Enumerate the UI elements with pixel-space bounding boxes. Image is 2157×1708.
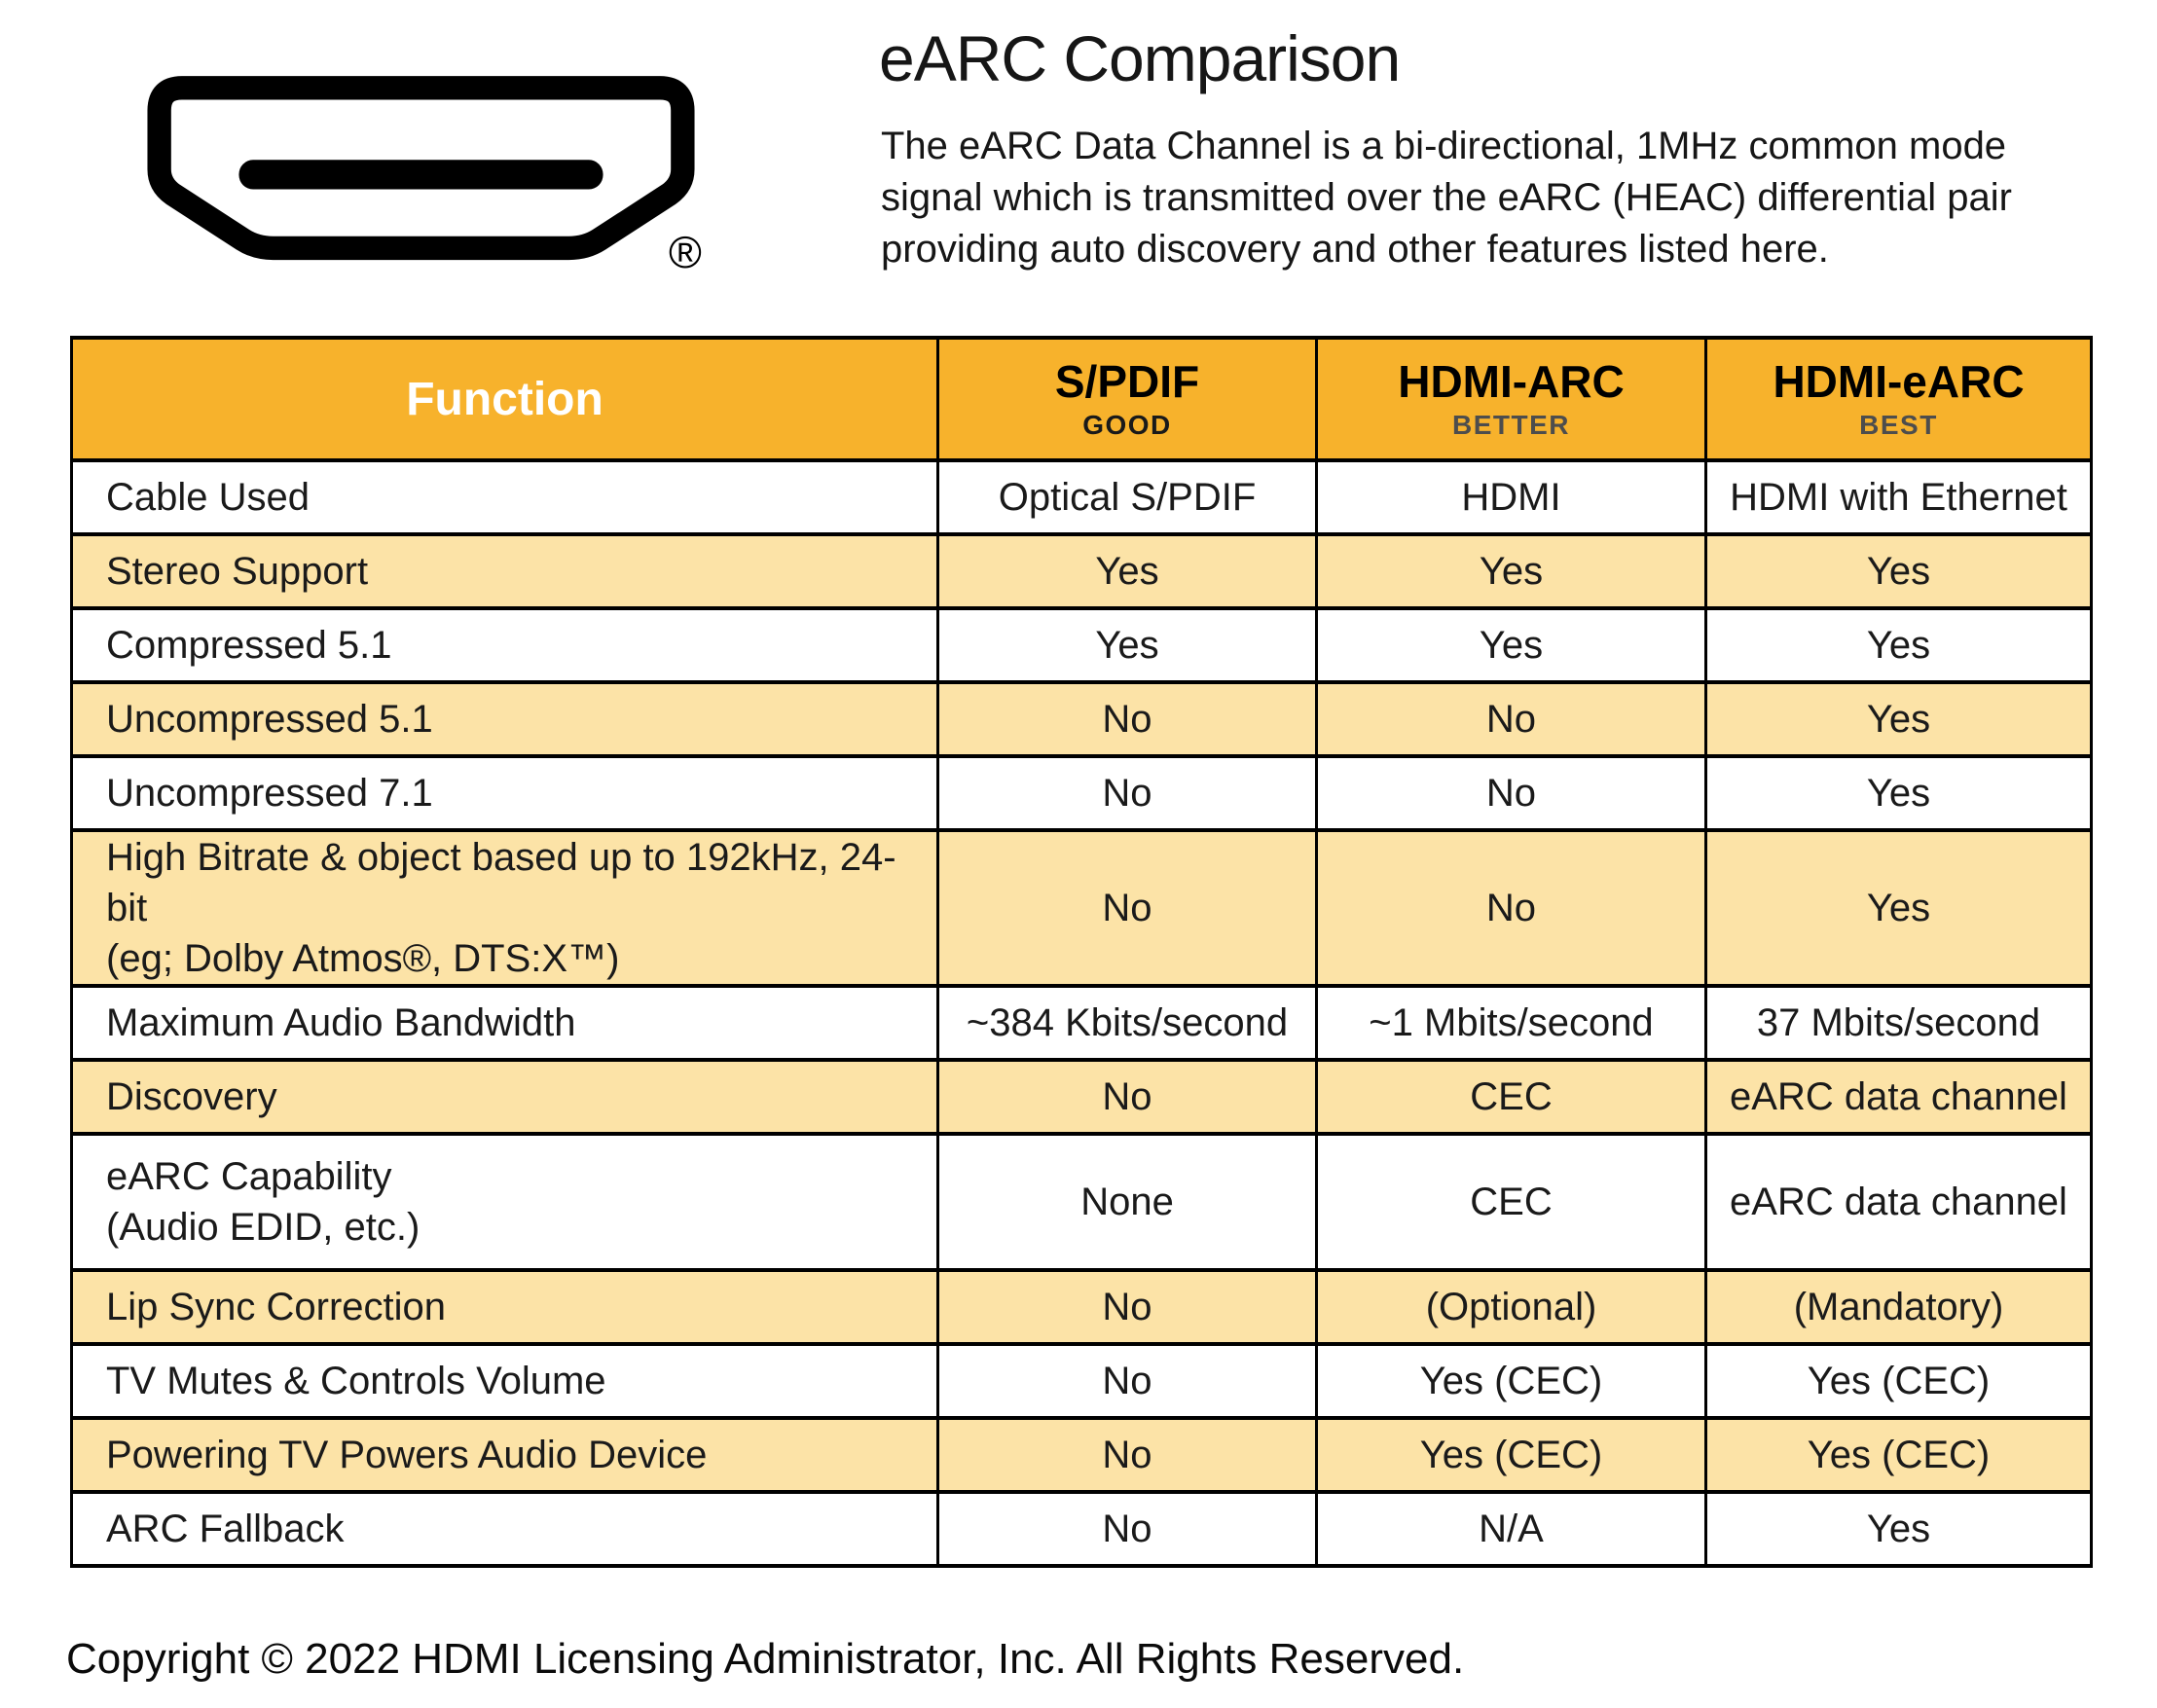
function-cell — [72, 1060, 938, 1134]
spdif-cell: No — [938, 682, 1317, 756]
table-row — [72, 682, 2092, 756]
table-row — [72, 1134, 2092, 1270]
function-cell — [72, 1270, 938, 1344]
registered-trademark-symbol: ® — [669, 227, 702, 277]
function-label: Compressed 5.1 — [106, 624, 392, 667]
table-row — [72, 830, 2092, 986]
hdmi-arc-cell: HDMI — [1317, 460, 1706, 534]
hdmi-earc-cell: eARC data channel — [1706, 1060, 2092, 1134]
spdif-cell: ~384 Kbits/second — [938, 986, 1317, 1060]
col-header-spdif — [938, 338, 1317, 460]
function-cell — [72, 830, 938, 986]
table-row — [72, 986, 2092, 1060]
function-label: Uncompressed 5.1 — [106, 698, 433, 741]
hdmi-earc-cell: Yes — [1706, 608, 2092, 682]
function-cell — [72, 1134, 938, 1270]
description-line: providing auto discovery and other features listed here. — [881, 228, 1829, 271]
function-cell — [72, 1418, 938, 1492]
hdmi-arc-cell: Yes (CEC) — [1317, 1344, 1706, 1418]
hdmi-arc-cell: (Optional) — [1317, 1270, 1706, 1344]
function-label: Maximum Audio Bandwidth — [106, 1001, 576, 1044]
hdmi-arc-cell: N/A — [1317, 1492, 1706, 1566]
function-cell — [72, 1344, 938, 1418]
function-header-label: Function — [406, 373, 603, 425]
hdmi-arc-cell: Yes — [1317, 534, 1706, 608]
hdmi-earc-cell: HDMI with Ethernet — [1706, 460, 2092, 534]
function-label: ARC Fallback — [106, 1508, 345, 1550]
table-row — [72, 756, 2092, 830]
description-line: The eARC Data Channel is a bi-directional, 1MHz common mode — [881, 125, 2007, 167]
hdmi-arc-cell: Yes (CEC) — [1317, 1418, 1706, 1492]
hdmi-connector-icon — [146, 76, 696, 267]
hdmi-arc-cell: CEC — [1317, 1134, 1706, 1270]
hdmi-earc-cell: 37 Mbits/second — [1706, 986, 2092, 1060]
function-label: High Bitrate & object based up to 192kHz, 24-bit — [106, 836, 896, 929]
col-header-hdmi-arc — [1317, 338, 1706, 460]
table-row — [72, 1418, 2092, 1492]
function-cell — [72, 682, 938, 756]
table-row — [72, 1060, 2092, 1134]
table-row — [72, 1492, 2092, 1566]
function-label: Uncompressed 7.1 — [106, 772, 433, 815]
spdif-cell: No — [938, 1492, 1317, 1566]
hdmi-arc-cell: CEC — [1317, 1060, 1706, 1134]
hdmi-arc-cell: No — [1317, 682, 1706, 756]
table-row — [72, 460, 2092, 534]
hdmi-earc-cell: Yes — [1706, 682, 2092, 756]
function-label: Lip Sync Correction — [106, 1286, 447, 1328]
function-label: TV Mutes & Controls Volume — [106, 1360, 606, 1402]
hdmi-arc-cell: ~1 Mbits/second — [1317, 986, 1706, 1060]
hdmi-arc-cell: Yes — [1317, 608, 1706, 682]
hdmi-earc-cell: Yes — [1706, 1492, 2092, 1566]
spdif-cell: None — [938, 1134, 1317, 1270]
spdif-cell: Yes — [938, 534, 1317, 608]
function-cell — [72, 460, 938, 534]
tier-label-best: BEST — [1859, 410, 1938, 440]
table-row — [72, 608, 2092, 682]
function-label: Powering TV Powers Audio Device — [106, 1434, 708, 1476]
spdif-cell: No — [938, 1344, 1317, 1418]
earc-comparison-table — [70, 336, 2093, 1568]
spdif-cell: No — [938, 756, 1317, 830]
function-label-line2: (eg; Dolby Atmos®, DTS:X™) — [106, 937, 620, 980]
hdmi-arc-cell: No — [1317, 830, 1706, 986]
function-cell — [72, 608, 938, 682]
function-cell — [72, 1492, 938, 1566]
hdmi-arc-header-label: HDMI-ARC — [1398, 356, 1625, 407]
function-label: Stereo Support — [106, 550, 369, 593]
table-header-row — [72, 338, 2092, 460]
spdif-cell: No — [938, 1270, 1317, 1344]
spdif-cell: No — [938, 1060, 1317, 1134]
function-cell — [72, 534, 938, 608]
hdmi-earc-cell: Yes (CEC) — [1706, 1418, 2092, 1492]
hdmi-earc-cell: Yes (CEC) — [1706, 1344, 2092, 1418]
spdif-cell: No — [938, 830, 1317, 986]
function-label: eARC Capability — [106, 1155, 392, 1198]
function-cell — [72, 986, 938, 1060]
function-cell — [72, 756, 938, 830]
hdmi-earc-cell: eARC data channel — [1706, 1134, 2092, 1270]
hdmi-earc-cell: (Mandatory) — [1706, 1270, 2092, 1344]
table-row — [72, 534, 2092, 608]
copyright-notice: Copyright © 2022 HDMI Licensing Administrator, Inc. All Rights Reserved. — [66, 1635, 1465, 1683]
function-label: Discovery — [106, 1075, 277, 1118]
tier-label-better: BETTER — [1452, 410, 1570, 440]
col-header-function — [72, 338, 938, 460]
col-header-hdmi-earc — [1706, 338, 2092, 460]
tier-label-good: GOOD — [1082, 410, 1172, 440]
hdmi-earc-cell: Yes — [1706, 830, 2092, 986]
hdmi-earc-cell: Yes — [1706, 756, 2092, 830]
page-description — [881, 121, 2012, 275]
page-title: eARC Comparison — [879, 22, 1401, 94]
hdmi-arc-cell: No — [1317, 756, 1706, 830]
spdif-cell: No — [938, 1418, 1317, 1492]
spdif-header-label: S/PDIF — [1054, 356, 1200, 407]
spdif-cell: Optical S/PDIF — [938, 460, 1317, 534]
function-label: Cable Used — [106, 476, 311, 519]
table-row — [72, 1344, 2092, 1418]
description-line: signal which is transmitted over the eARC (HEAC) differential pair — [881, 176, 2012, 219]
spdif-cell: Yes — [938, 608, 1317, 682]
table-row — [72, 1270, 2092, 1344]
hdmi-earc-header-label: HDMI-eARC — [1773, 356, 2025, 407]
hdmi-earc-cell: Yes — [1706, 534, 2092, 608]
function-label-line2: (Audio EDID, etc.) — [106, 1206, 420, 1249]
